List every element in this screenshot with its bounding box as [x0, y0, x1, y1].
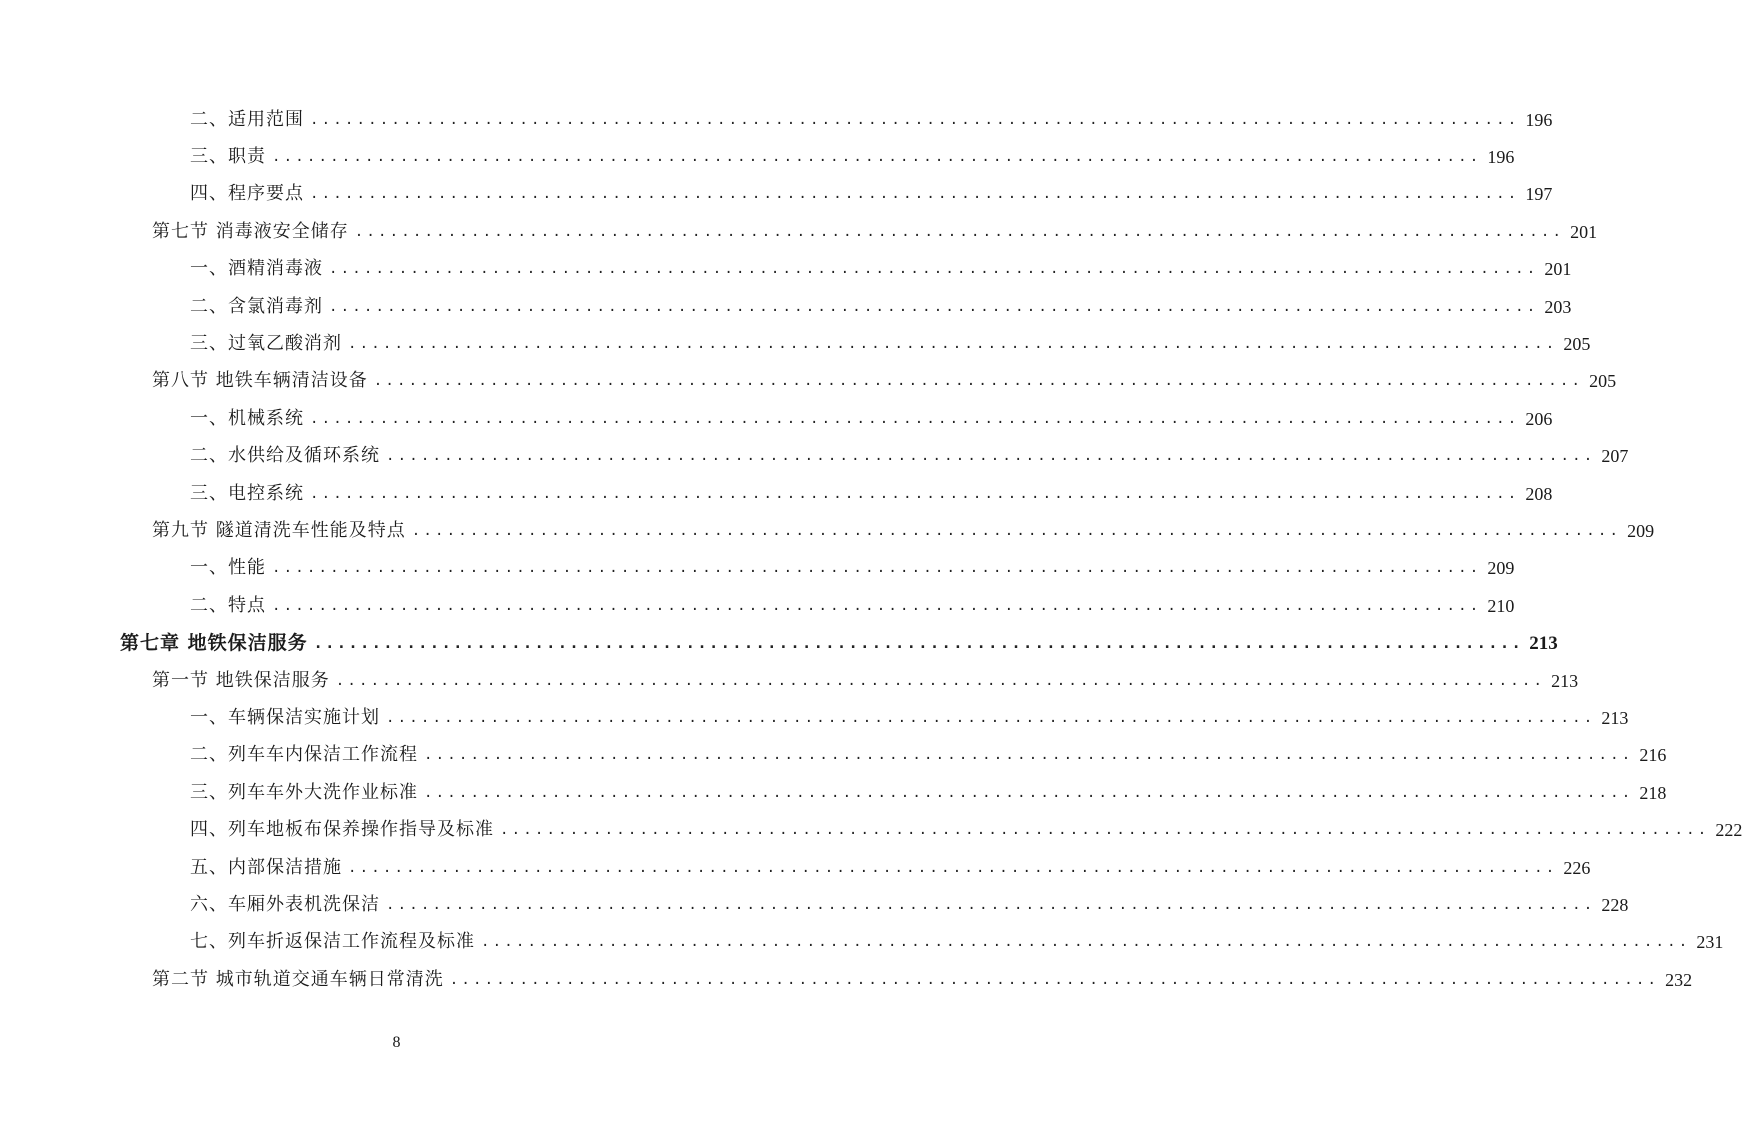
toc-entry[interactable]	[0, 101, 1553, 138]
toc-entry[interactable]	[0, 587, 1515, 624]
toc-entry-content	[190, 737, 1667, 774]
toc-entry[interactable]	[0, 213, 1598, 250]
toc-entry-page: 197	[1525, 184, 1553, 205]
toc-entry-title: 二、含氯消毒剂	[190, 295, 323, 317]
toc-entry[interactable]	[0, 924, 1724, 961]
dot-leader: ........................................................................................................	[348, 336, 1558, 353]
toc-entry-content	[152, 961, 1693, 998]
toc-entry-page: 231	[1696, 932, 1724, 953]
dot-leader: ........................................................................................................	[310, 485, 1520, 502]
toc-entry-content	[190, 587, 1515, 624]
toc-entry[interactable]	[0, 849, 1591, 886]
dot-leader: ........................................................................................................	[449, 971, 1660, 988]
toc-entry-title: 六、车厢外表机洗保洁	[190, 893, 380, 915]
dot-leader: ........................................................................................................	[272, 149, 1482, 166]
toc-entry-content	[152, 363, 1617, 400]
toc-entry-title: 一、车辆保洁实施计划	[190, 706, 380, 728]
toc-entry-page: 196	[1487, 147, 1515, 168]
dot-leader: ........................................................................................................	[424, 784, 1634, 801]
toc-entry-content	[190, 774, 1667, 811]
toc-entry-content	[190, 849, 1591, 886]
toc-entry-page: 208	[1525, 483, 1553, 504]
toc-entry-title: 第七节 消毒液安全储存	[152, 220, 349, 242]
toc-entry-title: 第九节 隧道清洗车性能及特点	[152, 519, 406, 541]
table-of-contents	[0, 101, 1742, 998]
dot-leader: ........................................................................................................	[313, 633, 1524, 652]
toc-entry-page: 209	[1487, 558, 1515, 579]
dot-leader: ........................................................................................................	[329, 298, 1539, 315]
toc-entry-title: 三、电控系统	[190, 482, 304, 504]
dot-leader: ........................................................................................................	[386, 896, 1596, 913]
toc-entry-page: 207	[1601, 446, 1629, 467]
dot-leader: ........................................................................................................	[310, 410, 1520, 427]
toc-entry-content	[190, 924, 1724, 961]
toc-entry-page: 232	[1665, 969, 1693, 990]
toc-entry-page: 210	[1487, 595, 1515, 616]
toc-entry-title: 第二节 城市轨道交通车辆日常清洗	[152, 968, 444, 990]
toc-entry-page: 196	[1525, 109, 1553, 130]
toc-entry-title: 四、程序要点	[190, 183, 304, 205]
toc-entry-content	[152, 213, 1598, 250]
dot-leader: ........................................................................................................	[500, 822, 1710, 839]
toc-entry-page: 213	[1551, 670, 1579, 691]
toc-entry-content	[190, 886, 1629, 923]
toc-entry[interactable]	[0, 251, 1572, 288]
toc-entry[interactable]	[0, 138, 1515, 175]
dot-leader: ........................................................................................................	[329, 261, 1539, 278]
dot-leader: ........................................................................................................	[386, 709, 1596, 726]
toc-entry[interactable]	[0, 811, 1742, 848]
toc-entry-page: 228	[1601, 894, 1629, 915]
toc-entry-content	[190, 325, 1591, 362]
toc-entry-content	[190, 438, 1629, 475]
toc-entry[interactable]	[0, 550, 1515, 587]
toc-entry-content	[190, 811, 1742, 848]
toc-entry-title: 一、机械系统	[190, 407, 304, 429]
toc-chapter-title: 第七章 地铁保洁服务	[120, 631, 308, 654]
toc-entry-content	[190, 101, 1553, 138]
toc-entry-title: 二、适用范围	[190, 108, 304, 130]
toc-entry-page: 226	[1563, 857, 1591, 878]
toc-entry-page: 206	[1525, 408, 1553, 429]
toc-entry[interactable]	[0, 400, 1553, 437]
toc-entry-title: 第一节 地铁保洁服务	[152, 669, 330, 691]
toc-entry-title: 三、职责	[190, 146, 266, 168]
toc-entry-content	[120, 624, 1558, 661]
toc-entry[interactable]	[0, 774, 1667, 811]
toc-entry-content	[152, 662, 1579, 699]
toc-entry-content	[190, 475, 1553, 512]
dot-leader: ........................................................................................................	[386, 448, 1596, 465]
toc-entry-content	[152, 512, 1655, 549]
dot-leader: ........................................................................................................	[348, 859, 1558, 876]
dot-leader: ........................................................................................................	[411, 522, 1622, 539]
toc-entry-title: 三、过氧乙酸消剂	[190, 333, 342, 355]
toc-entry-page: 218	[1639, 782, 1667, 803]
toc-entry-page: 213	[1529, 632, 1558, 654]
page-number: 8	[392, 1034, 401, 1051]
toc-entry[interactable]	[0, 438, 1629, 475]
toc-entry[interactable]	[0, 325, 1591, 362]
toc-entry[interactable]	[0, 363, 1617, 400]
toc-entry-content	[190, 400, 1553, 437]
toc-entry-page: 213	[1601, 707, 1629, 728]
toc-entry-title: 四、列车地板布保养操作指导及标准	[190, 819, 494, 841]
toc-entry-chapter[interactable]	[0, 624, 1558, 661]
toc-entry-title: 七、列车折返保洁工作流程及标准	[190, 931, 475, 953]
toc-entry[interactable]	[0, 699, 1629, 736]
toc-entry[interactable]	[0, 662, 1579, 699]
dot-leader: ........................................................................................................	[272, 560, 1482, 577]
dot-leader: ........................................................................................................	[335, 672, 1546, 689]
toc-entry[interactable]	[0, 512, 1655, 549]
toc-entry-page: 203	[1544, 296, 1572, 317]
toc-entry-title: 三、列车车外大洗作业标准	[190, 781, 418, 803]
toc-entry-content	[190, 550, 1515, 587]
dot-leader: ........................................................................................................	[354, 223, 1565, 240]
toc-entry-page: 201	[1544, 259, 1572, 280]
toc-entry-title: 第八节 地铁车辆清洁设备	[152, 370, 368, 392]
dot-leader: ........................................................................................................	[272, 597, 1482, 614]
toc-entry-title: 五、内部保洁措施	[190, 856, 342, 878]
toc-entry-content	[190, 699, 1629, 736]
toc-entry-title: 一、酒精消毒液	[190, 258, 323, 280]
toc-entry-content	[190, 138, 1515, 175]
toc-entry[interactable]	[0, 288, 1572, 325]
toc-entry-content	[190, 288, 1572, 325]
toc-entry-title: 一、性能	[190, 557, 266, 579]
toc-entry-title: 二、列车车内保洁工作流程	[190, 744, 418, 766]
toc-entry-content	[190, 251, 1572, 288]
toc-entry-page: 222	[1715, 820, 1742, 841]
dot-leader: ........................................................................................................	[373, 373, 1584, 390]
dot-leader: ........................................................................................................	[310, 111, 1520, 128]
toc-entry[interactable]	[0, 737, 1667, 774]
toc-entry-page: 209	[1627, 520, 1655, 541]
toc-entry-page: 216	[1639, 745, 1667, 766]
toc-entry[interactable]	[0, 475, 1553, 512]
toc-entry-page: 205	[1563, 334, 1591, 355]
toc-entry[interactable]	[0, 886, 1629, 923]
toc-entry[interactable]	[0, 961, 1693, 998]
dot-leader: ........................................................................................................	[424, 747, 1634, 764]
toc-entry-page: 205	[1589, 371, 1617, 392]
toc-entry-title: 二、特点	[190, 594, 266, 616]
dot-leader: ........................................................................................................	[481, 934, 1691, 951]
toc-entry-page: 201	[1570, 221, 1598, 242]
toc-entry-content	[190, 176, 1553, 213]
toc-entry[interactable]	[0, 176, 1553, 213]
toc-entry-title: 二、水供给及循环系统	[190, 445, 380, 467]
dot-leader: ........................................................................................................	[310, 186, 1520, 203]
